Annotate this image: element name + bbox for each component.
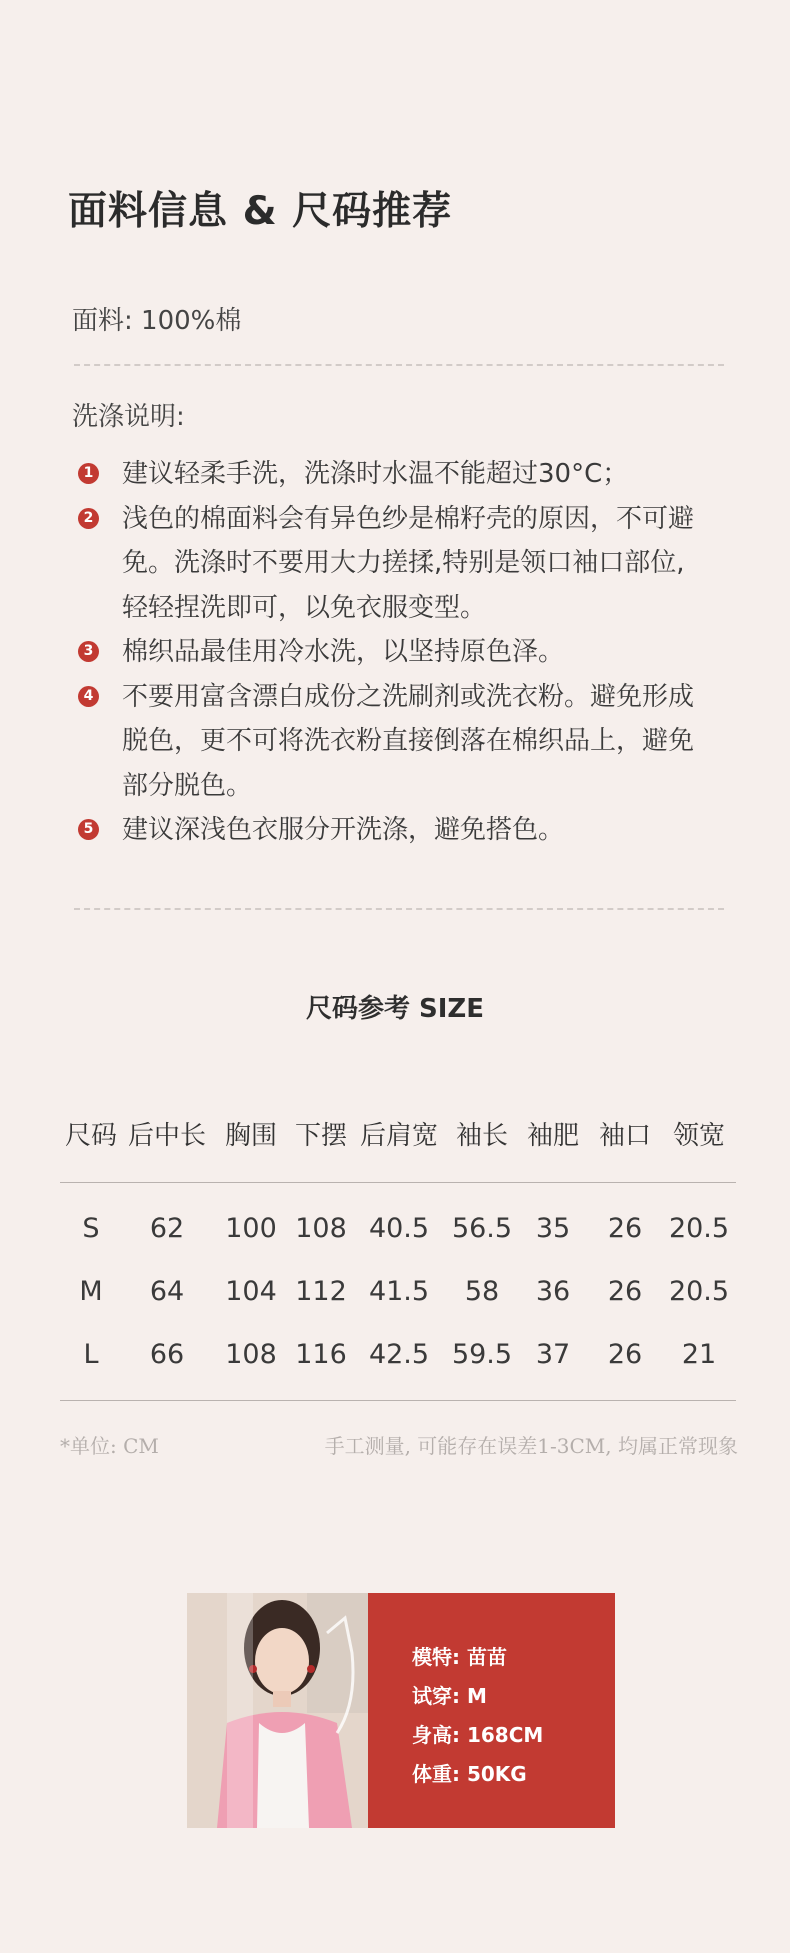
table-cell: 66 [149, 1339, 185, 1370]
table-cell: 40.5 [368, 1213, 430, 1244]
wash-item [78, 452, 738, 497]
table-cell: 108 [225, 1339, 277, 1370]
table-cell: 112 [295, 1276, 347, 1307]
table-cell: 26 [607, 1213, 643, 1244]
model-size: 试穿: M [412, 1684, 487, 1708]
divider [74, 908, 724, 910]
column-header: 后中长 [127, 1121, 206, 1151]
wash-line: 免。洗涤时不要用大力搓揉,特别是领口袖口部位, [122, 548, 685, 578]
table-cell: 26 [607, 1276, 643, 1307]
table-divider [60, 1400, 736, 1401]
table-cell: 64 [149, 1276, 185, 1307]
wash-item [78, 675, 738, 809]
column-header: 袖口 [598, 1121, 651, 1151]
wash-line: 建议深浅色衣服分开洗涤，避免搭色。 [122, 815, 565, 845]
table-cell: 20.5 [668, 1213, 730, 1244]
wash-line: 不要用富含漂白成份之洗刷剂或洗衣粉。避免形成 [122, 681, 695, 712]
table-cell: 116 [295, 1339, 347, 1370]
table-row [60, 1323, 736, 1386]
model-card [187, 1593, 615, 1828]
wash-list [78, 452, 738, 853]
wash-item [78, 497, 738, 631]
table-cell: 26 [607, 1339, 643, 1370]
wash-title: 洗涤说明: [72, 402, 185, 432]
table-divider [60, 1182, 736, 1183]
table-cell: L [83, 1339, 99, 1370]
column-header: 袖肥 [526, 1121, 579, 1151]
table-cell: 37 [535, 1339, 571, 1370]
wash-item [78, 808, 738, 853]
table-cell: 59.5 [451, 1339, 513, 1370]
model-photo [187, 1593, 368, 1828]
number-badge-icon: 4 [78, 686, 99, 707]
number-badge-icon: 3 [78, 641, 99, 662]
table-cell: 104 [225, 1276, 277, 1307]
wash-item [78, 630, 738, 675]
table-cell: 108 [295, 1213, 347, 1244]
divider [74, 364, 724, 366]
model-info-panel [368, 1593, 615, 1828]
measurement-note: 手工测量, 可能存在误差1-3CM, 均属正常现象 [324, 1434, 738, 1458]
table-row [60, 1197, 736, 1260]
wash-line: 浅色的棉面料会有异色纱是棉籽壳的原因，不可避 [122, 503, 695, 534]
wash-line: 部分脱色。 [122, 770, 253, 801]
model-name: 模特: 苗苗 [412, 1645, 507, 1669]
table-row [60, 1260, 736, 1323]
column-header: 后肩宽 [359, 1121, 438, 1151]
number-badge-icon: 2 [78, 508, 99, 529]
wash-line: 轻轻捏洗即可，以免衣服变型。 [122, 592, 487, 623]
column-header: 袖长 [455, 1121, 508, 1151]
number-badge-icon: 1 [78, 463, 99, 484]
table-cell: 42.5 [368, 1339, 430, 1370]
table-cell: 21 [681, 1339, 717, 1370]
table-cell: 56.5 [451, 1213, 513, 1244]
model-weight: 体重: 50KG [412, 1762, 527, 1786]
size-table [60, 1110, 736, 1401]
page-title: 面料信息 & 尺码推荐 [68, 189, 453, 234]
fabric-info: 面料: 100%棉 [72, 306, 242, 336]
unit-note: *单位: CM [60, 1434, 159, 1458]
table-cell: 35 [535, 1213, 571, 1244]
wash-line: 脱色，更不可将洗衣粉直接倒落在棉织品上，避免 [122, 726, 695, 756]
table-cell: 41.5 [368, 1276, 430, 1307]
table-cell: 100 [225, 1213, 277, 1244]
model-height: 身高: 168CM [412, 1723, 544, 1747]
table-cell: 62 [149, 1213, 185, 1244]
number-badge-icon: 5 [78, 819, 99, 840]
table-cell: M [79, 1276, 103, 1307]
wash-line: 棉织品最佳用冷水洗，以坚持原色泽。 [122, 637, 565, 667]
wash-line: 建议轻柔手洗，洗涤时水温不能超过30°C； [122, 459, 629, 489]
size-chart-title: 尺码参考 SIZE [305, 994, 485, 1024]
column-header: 胸围 [224, 1121, 277, 1151]
table-cell: 58 [464, 1276, 500, 1307]
column-header: 领宽 [672, 1121, 725, 1151]
column-header: 尺码 [64, 1121, 117, 1151]
table-cell: 20.5 [668, 1276, 730, 1307]
table-cell: S [82, 1213, 100, 1244]
table-header-row [60, 1110, 736, 1162]
column-header: 下摆 [294, 1121, 347, 1151]
table-cell: 36 [535, 1276, 571, 1307]
